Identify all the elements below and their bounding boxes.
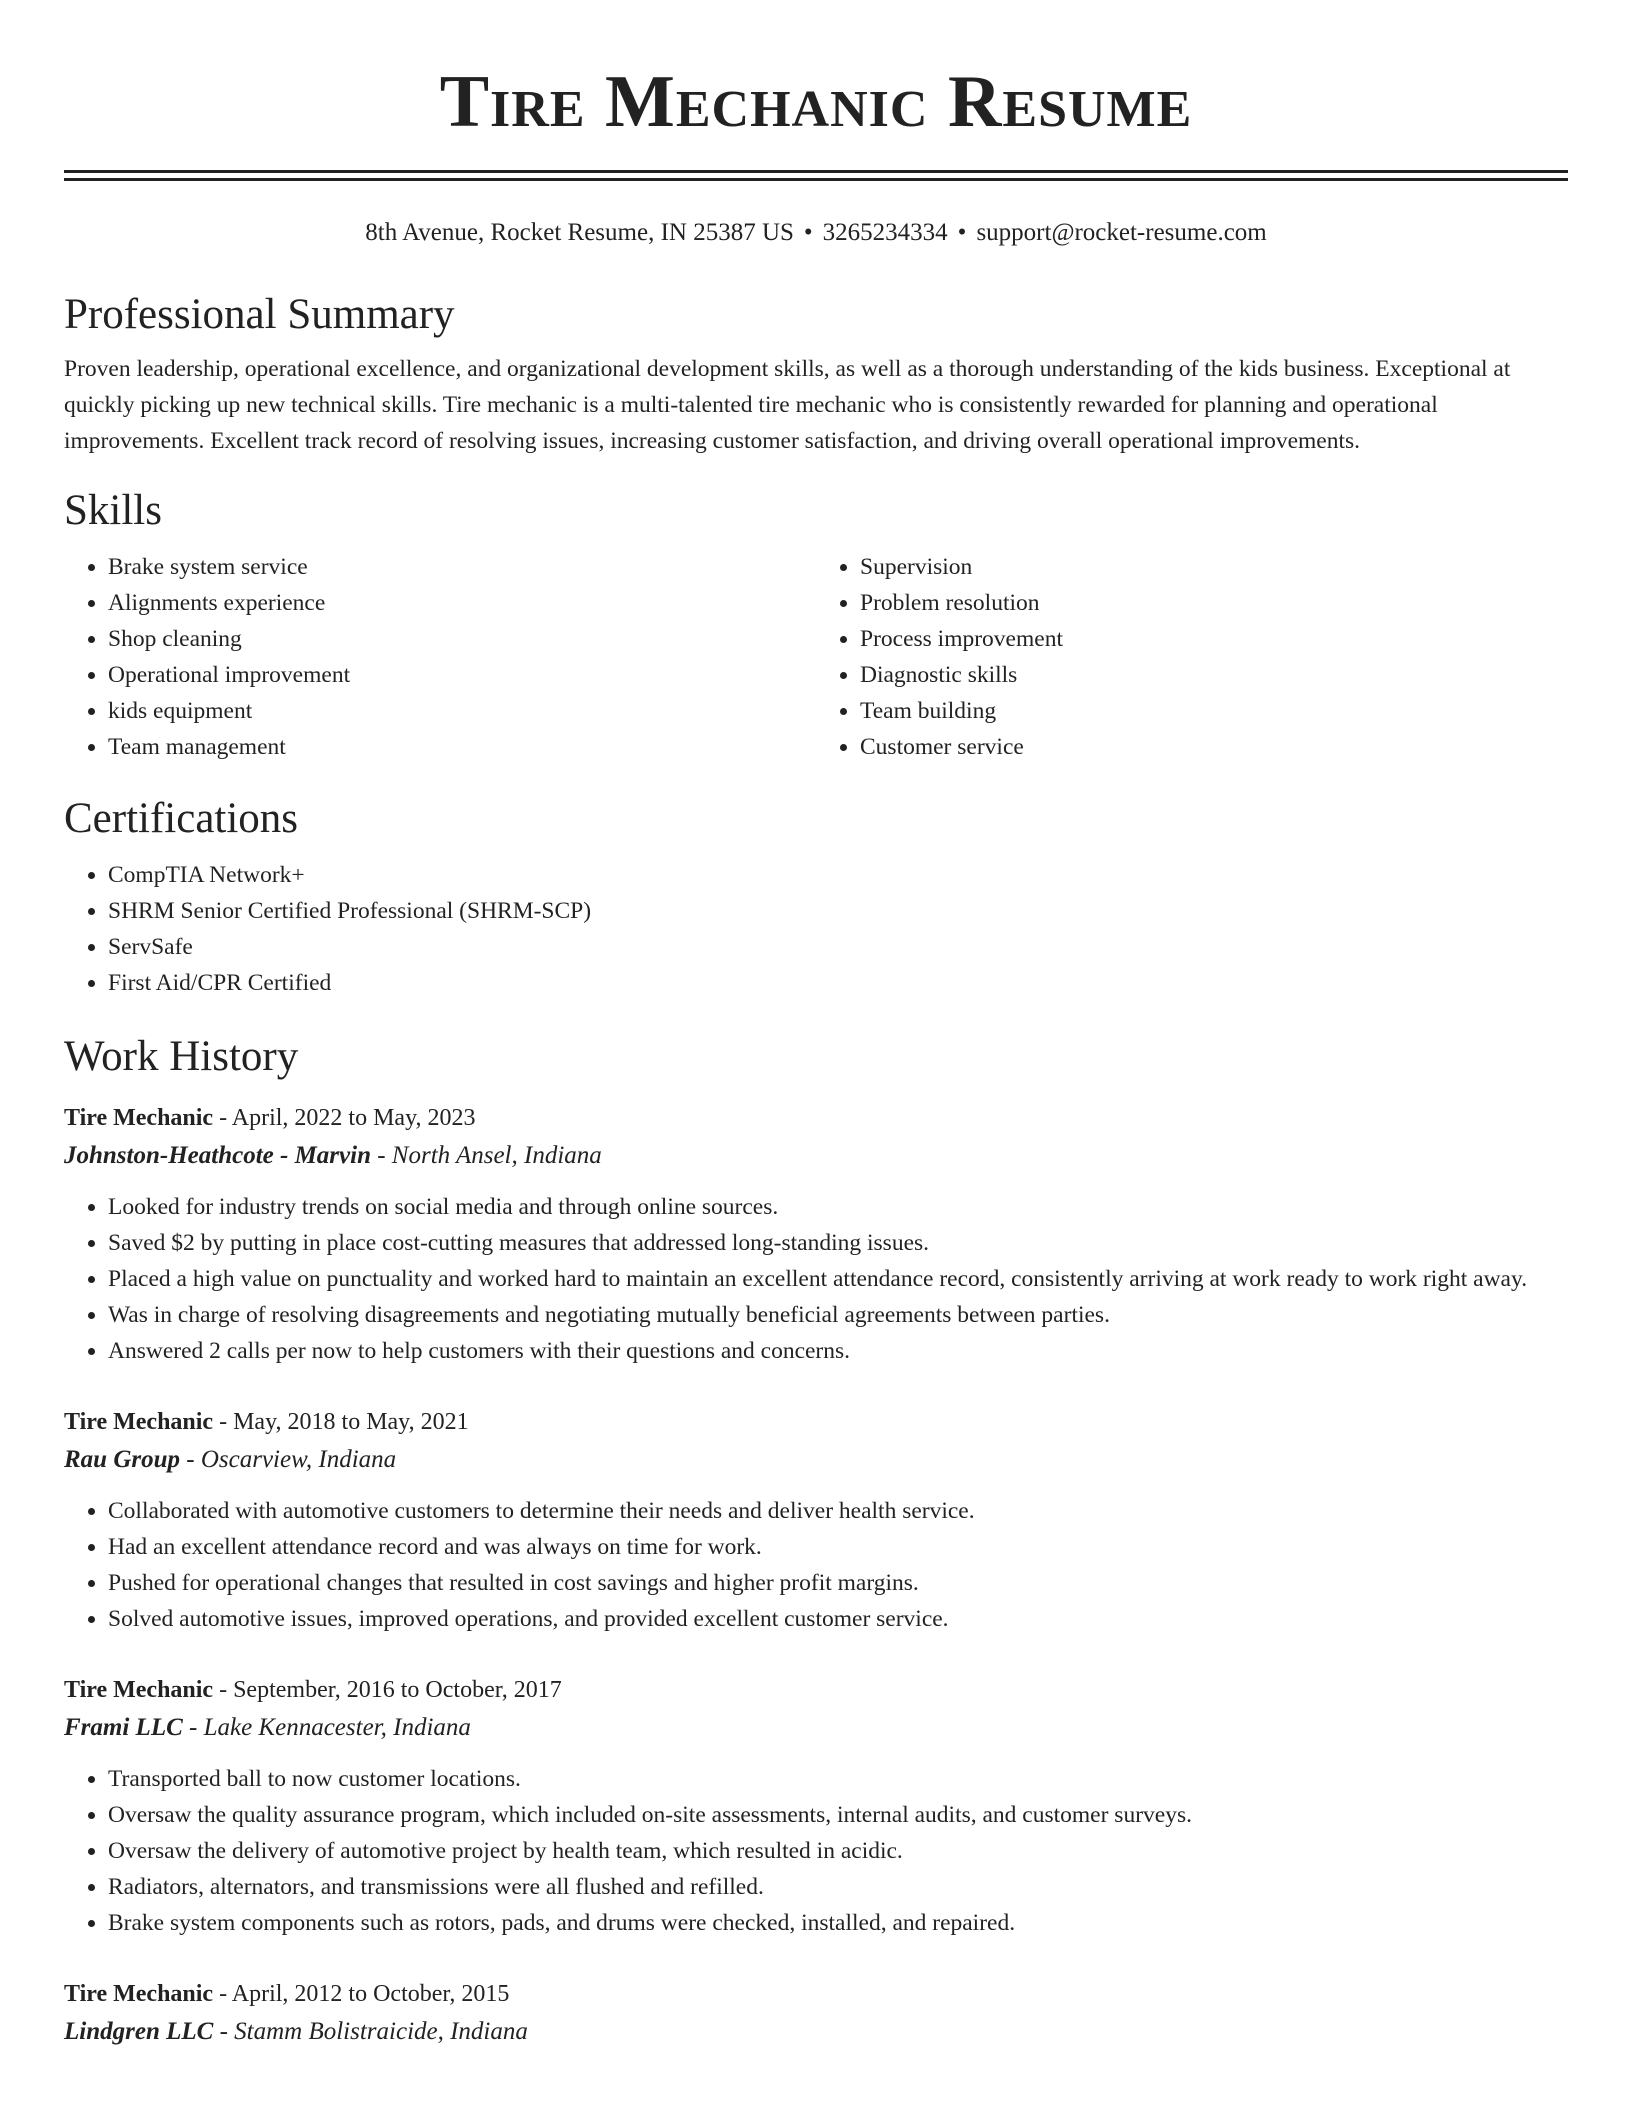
job-dates: - April, 2012 to October, 2015 <box>213 1981 510 2007</box>
skill-item: • Team management <box>108 729 816 765</box>
job-company: Lindgren LLC <box>64 2018 214 2045</box>
job-bullets <box>64 1493 1568 1637</box>
job-title-line <box>64 1975 1568 2013</box>
contact-line <box>64 217 1568 249</box>
job-entry <box>64 1403 1568 1637</box>
skills-list-right <box>816 549 1568 765</box>
job-location: - Oscarview, Indiana <box>180 1446 397 1473</box>
job-title: Tire Mechanic <box>64 1409 214 1435</box>
job-bullet: • Transported ball to now customer locations. <box>108 1761 1568 1797</box>
contact-address: 8th Avenue, Rocket Resume, IN 25387 US <box>365 219 794 246</box>
skill-item: • Alignments experience <box>108 585 816 621</box>
summary-heading: Professional Summary <box>64 291 455 338</box>
job-location: - Lake Kennacester, Indiana <box>182 1714 471 1741</box>
job-title-line <box>64 1671 1568 1709</box>
job-bullet: • Looked for industry trends on social media and through online sources. <box>108 1189 1568 1225</box>
job-company-line <box>64 2013 1568 2051</box>
job-bullet: • Placed a high value on punctuality and worked hard to maintain an excellent attendance record, consistently arriving at work ready to work right away. <box>108 1261 1568 1297</box>
job-bullet: • Pushed for operational changes that resulted in cost savings and higher profit margins. <box>108 1565 1568 1601</box>
job-bullet: • Oversaw the delivery of automotive project by health team, which resulted in acidic. <box>108 1833 1568 1869</box>
job-title-line <box>64 1099 1568 1137</box>
job-company-line <box>64 1137 1568 1175</box>
job-entry <box>64 1671 1568 1941</box>
job-bullet: • Brake system components such as rotors, pads, and drums were checked, installed, and repaired. <box>108 1905 1568 1941</box>
job-bullet: • Answered 2 calls per now to help customers with their questions and concerns. <box>108 1333 1568 1369</box>
skill-item: • Brake system service <box>108 549 816 585</box>
skill-item: • Team building <box>860 693 1568 729</box>
certification-item: • First Aid/CPR Certified <box>108 965 1568 1001</box>
job-bullet: • Solved automotive issues, improved operations, and provided excellent customer service. <box>108 1601 1568 1637</box>
job-dates: - May, 2018 to May, 2021 <box>213 1409 469 1435</box>
job-entry <box>64 1099 1568 1369</box>
skill-item: • Supervision <box>860 549 1568 585</box>
certifications-heading: Certifications <box>64 795 299 842</box>
job-bullet: • Radiators, alternators, and transmissions were all flushed and refilled. <box>108 1869 1568 1905</box>
skills-heading: Skills <box>64 487 162 534</box>
job-location: - North Ansel, Indiana <box>370 1142 602 1169</box>
work-history-heading: Work History <box>64 1033 299 1080</box>
job-title: Tire Mechanic <box>64 1105 214 1131</box>
skill-item: • Customer service <box>860 729 1568 765</box>
summary-text: Proven leadership, operational excellence, and organizational development skills, as well as a thorough understanding of the kids business. Exceptional at quickly picking up new technical skills. Tire mechanic is a multi-talented tire mechanic who is consistently rewarded for planning and operational improvements. Excellent track record of resolving issues, increasing customer satisfaction, and driving overall operational improvements. <box>64 356 1511 454</box>
job-company: Rau Group <box>64 1446 181 1473</box>
job-title: Tire Mechanic <box>64 1677 214 1703</box>
job-bullet: • Had an excellent attendance record and was always on time for work. <box>108 1529 1568 1565</box>
skill-item: • Operational improvement <box>108 657 816 693</box>
job-bullet: • Saved $2 by putting in place cost-cutting measures that addressed long-standing issues. <box>108 1225 1568 1261</box>
job-dates: - April, 2022 to May, 2023 <box>213 1105 476 1131</box>
skills-columns <box>64 549 1568 765</box>
skill-item: • Problem resolution <box>860 585 1568 621</box>
contact-separator: • <box>803 219 813 246</box>
job-dates: - September, 2016 to October, 2017 <box>213 1677 562 1703</box>
skill-item: • kids equipment <box>108 693 816 729</box>
skill-item: • Process improvement <box>860 621 1568 657</box>
certifications-list <box>64 857 1568 1001</box>
job-company-line <box>64 1441 1568 1479</box>
title-double-rule <box>64 170 1568 181</box>
resume-title: Tire Mechanic Resume <box>439 61 1193 143</box>
job-bullets <box>64 1761 1568 1941</box>
skill-item: • Diagnostic skills <box>860 657 1568 693</box>
job-bullet: • Oversaw the quality assurance program, which included on-site assessments, internal audits, and customer surveys. <box>108 1797 1568 1833</box>
job-entry <box>64 1975 1568 2051</box>
job-title-line <box>64 1403 1568 1441</box>
job-location: - Stamm Bolistraicide, Indiana <box>213 2018 528 2045</box>
job-bullets <box>64 1189 1568 1369</box>
certification-item: • CompTIA Network+ <box>108 857 1568 893</box>
job-company: Frami LLC <box>64 1714 183 1741</box>
certification-item: • ServSafe <box>108 929 1568 965</box>
skills-list-left <box>64 549 816 765</box>
contact-separator: • <box>957 219 967 246</box>
job-title: Tire Mechanic <box>64 1981 214 2007</box>
job-company-line <box>64 1709 1568 1747</box>
certification-item: • SHRM Senior Certified Professional (SHRM-SCP) <box>108 893 1568 929</box>
job-bullet: • Collaborated with automotive customers to determine their needs and deliver health service. <box>108 1493 1568 1529</box>
job-company: Johnston-Heathcote - Marvin <box>64 1142 371 1169</box>
skill-item: • Shop cleaning <box>108 621 816 657</box>
contact-phone: 3265234334 <box>822 219 948 246</box>
contact-email: support@rocket-resume.com <box>976 219 1267 246</box>
job-bullet: • Was in charge of resolving disagreements and negotiating mutually beneficial agreements between parties. <box>108 1297 1568 1333</box>
